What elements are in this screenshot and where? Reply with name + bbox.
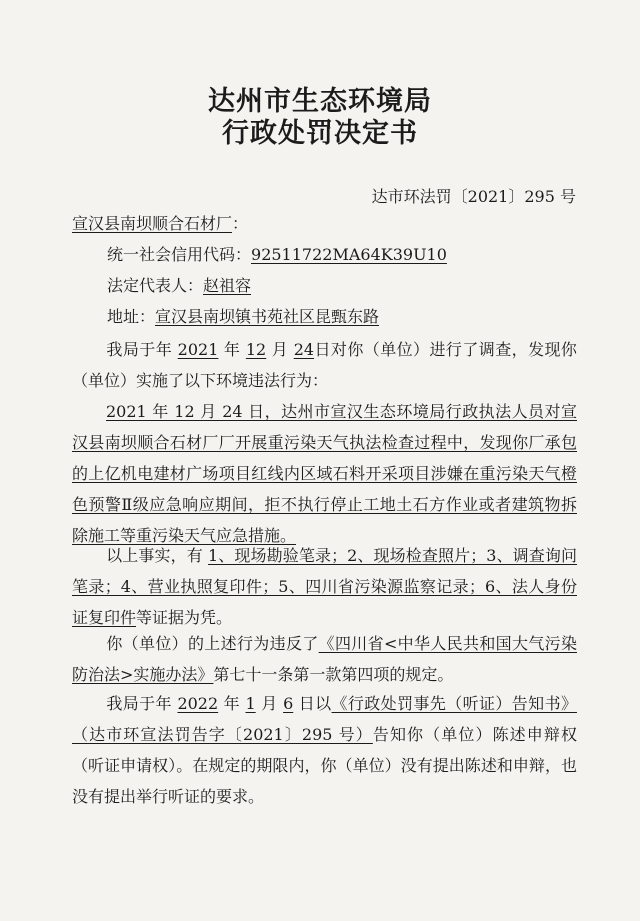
investigation-paragraph xyxy=(72,334,577,396)
p4-text-1: 你（单位）的上述行为违反了 xyxy=(106,634,319,653)
p1-month: 12 xyxy=(245,340,267,359)
p5-text-4: 日以 xyxy=(298,694,332,713)
p5-text-3: 月 xyxy=(261,694,278,713)
p5-text-2: 年 xyxy=(223,694,241,713)
p3-text-1: 以上事实，有 xyxy=(106,546,203,565)
p4-text-2: 第七十一条第一款第四项的规定。 xyxy=(213,665,454,684)
agency-title: 达州市生态环境局 xyxy=(208,86,432,117)
p5-text-1: 我局于年 xyxy=(106,694,172,713)
p5-text-5: 告知你（单位）陈述申辩权（听证申请权）。在规定的期限内，你（单位）没有提出陈述和申辩，也没有提出举行听证的要求。 xyxy=(72,725,577,806)
violation-facts-text: 2021 年 12 月 24 日，达州市宣汉生态环境局行政执法人员对宣汉县南坝顺合石材厂厂开展重污染天气执法检查过程中，发现你厂承包的上亿机电建材广场项目红线内区域石料开采项目涉嫌在重污染天气橙色预警Ⅱ级应急响应期间，拒不执行停止工地土石方作业或者建筑物拆除施工等重污染天气应急措施。 xyxy=(72,402,577,545)
p1-text-4: 日对你（单位）进行了调查，发现你（单位）实施了以下环境违法行为： xyxy=(72,340,577,390)
credit-code-value: 92511722MA64K39U10 xyxy=(251,245,447,264)
p1-text-3: 月 xyxy=(271,340,289,359)
law-name: 《四川省<中华人民共和国大气污染防治法>实施办法》 xyxy=(72,634,577,684)
notice-document-name: 《行政处罚事先（听证）告知书》（达市环宣法罚告字〔2021〕295 号） xyxy=(72,694,577,744)
p1-day: 24 xyxy=(293,340,315,359)
legal-rep-label: 法定代表人： xyxy=(107,276,204,295)
document-number: 达市环法罚〔2021〕295 号 xyxy=(371,187,576,206)
document-type-title: 行政处罚决定书 xyxy=(222,118,418,149)
p1-text-1: 我局于年 xyxy=(106,340,173,359)
credit-code-line xyxy=(107,243,447,267)
p5-day: 6 xyxy=(283,694,294,713)
notice-paragraph xyxy=(72,688,577,812)
recipient-name: 宣汉县南坝顺合石材厂 xyxy=(72,214,233,233)
address-value: 宣汉县南坝镇书苑社区昆甄东路 xyxy=(155,307,380,326)
p1-year: 2021 xyxy=(177,340,219,359)
evidence-list: 1、现场勘验笔录；2、现场检查照片；3、调查询问笔录；4、营业执照复印件；5、四川省污染源监察记录；6、法人身份证复印件 xyxy=(72,546,577,627)
p5-month: 1 xyxy=(245,694,256,713)
address-label: 地址： xyxy=(107,307,156,326)
p3-text-2: 等证据为凭。 xyxy=(136,608,233,627)
credit-code-label: 统一社会信用代码： xyxy=(107,245,252,264)
recipient-line xyxy=(72,212,248,236)
evidence-paragraph xyxy=(72,540,577,633)
law-violated-paragraph xyxy=(72,628,577,690)
violation-facts-paragraph xyxy=(72,396,577,551)
legal-rep-line xyxy=(107,274,251,298)
p1-text-2: 年 xyxy=(223,340,241,359)
p5-year: 2022 xyxy=(177,694,219,713)
legal-rep-value: 赵祖容 xyxy=(203,276,252,295)
address-line xyxy=(107,305,379,329)
recipient-colon: ： xyxy=(232,214,249,233)
